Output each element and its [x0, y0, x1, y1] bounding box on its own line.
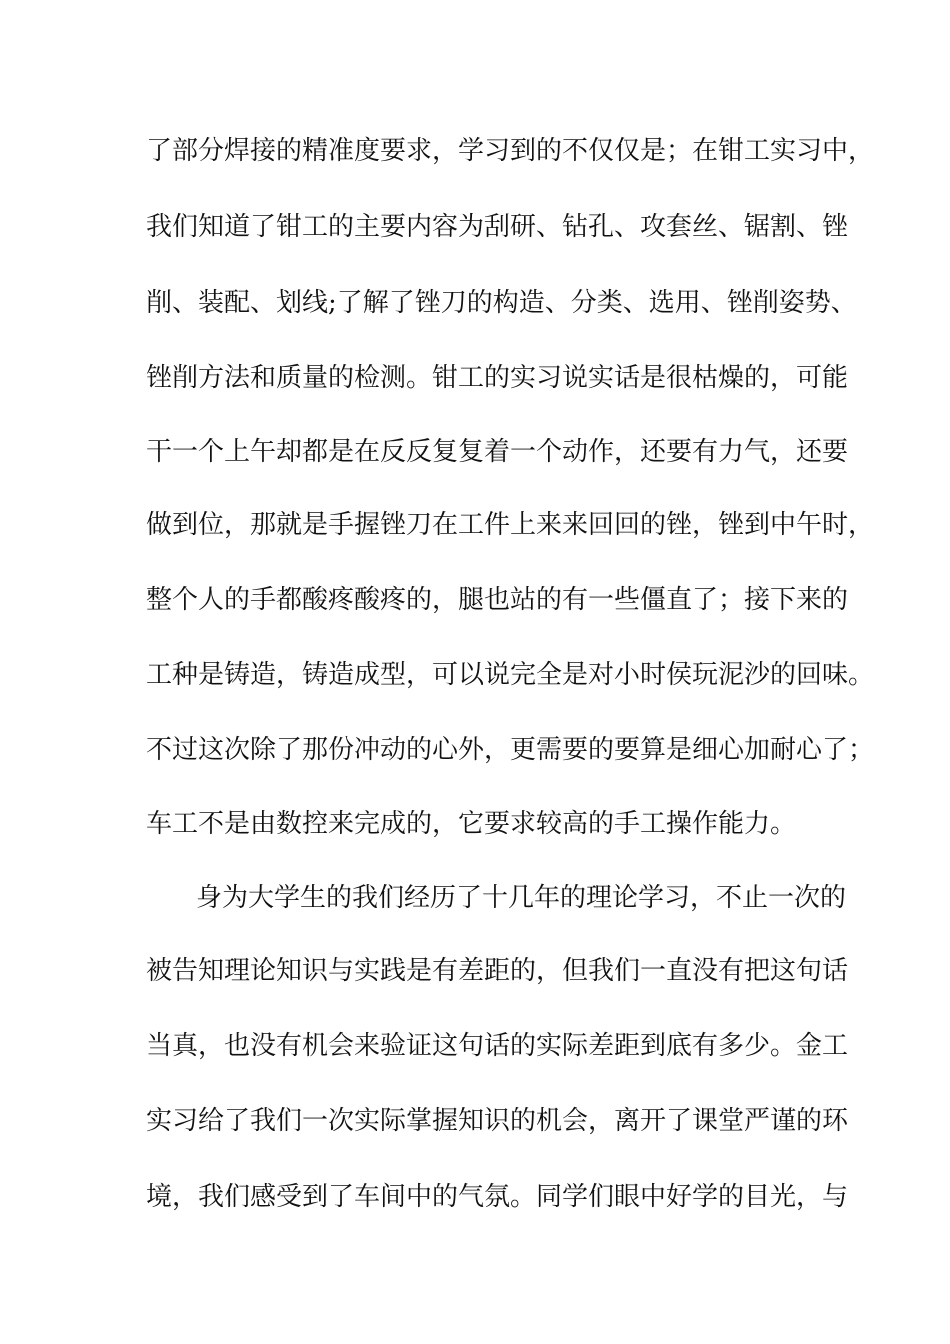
text-line-10: 车工不是由数控来完成的，它要求较高的手工操作能力。 [146, 809, 797, 839]
text-line-14: 实习给了我们一次实际掌握知识的机会，离开了课堂严谨的环 [146, 1106, 849, 1136]
text-line-9: 不过这次除了那份冲动的心外，更需要的要算是细心加耐心了； [146, 735, 875, 765]
text-line-5: 干一个上午却都是在反反复复着一个动作，还要有力气，还要 [146, 437, 849, 467]
text-line-13: 当真，也没有机会来验证这句话的实际差距到底有多少。金工 [146, 1031, 849, 1061]
text-line-12: 被告知理论知识与实践是有差距的，但我们一直没有把这句话 [146, 956, 849, 986]
text-line-8: 工种是铸造，铸造成型，可以说完全是对小时侯玩泥沙的回味。 [146, 660, 875, 690]
text-line-6: 做到位，那就是手握锉刀在工件上来来回回的锉，锉到中午时， [146, 510, 875, 540]
text-line-2: 我们知道了钳工的主要内容为刮研、钻孔、攻套丝、锯割、锉 [146, 212, 849, 242]
text-line-11: 身为大学生的我们经历了十几年的理论学习，不止一次的 [196, 883, 847, 913]
text-line-4: 锉削方法和质量的检测。钳工的实习说实话是很枯燥的，可能 [146, 363, 849, 393]
text-line-1: 了部分焊接的精准度要求，学习到的不仅仅是；在钳工实习中， [146, 136, 875, 166]
text-line-3: 削、装配、划线;了解了锉刀的构造、分类、选用、锉削姿势、 [146, 288, 857, 318]
text-line-15: 境，我们感受到了车间中的气氛。同学们眼中好学的目光，与 [146, 1182, 849, 1212]
text-line-7: 整个人的手都酸疼酸疼的，腿也站的有一些僵直了；接下来的 [146, 585, 849, 615]
